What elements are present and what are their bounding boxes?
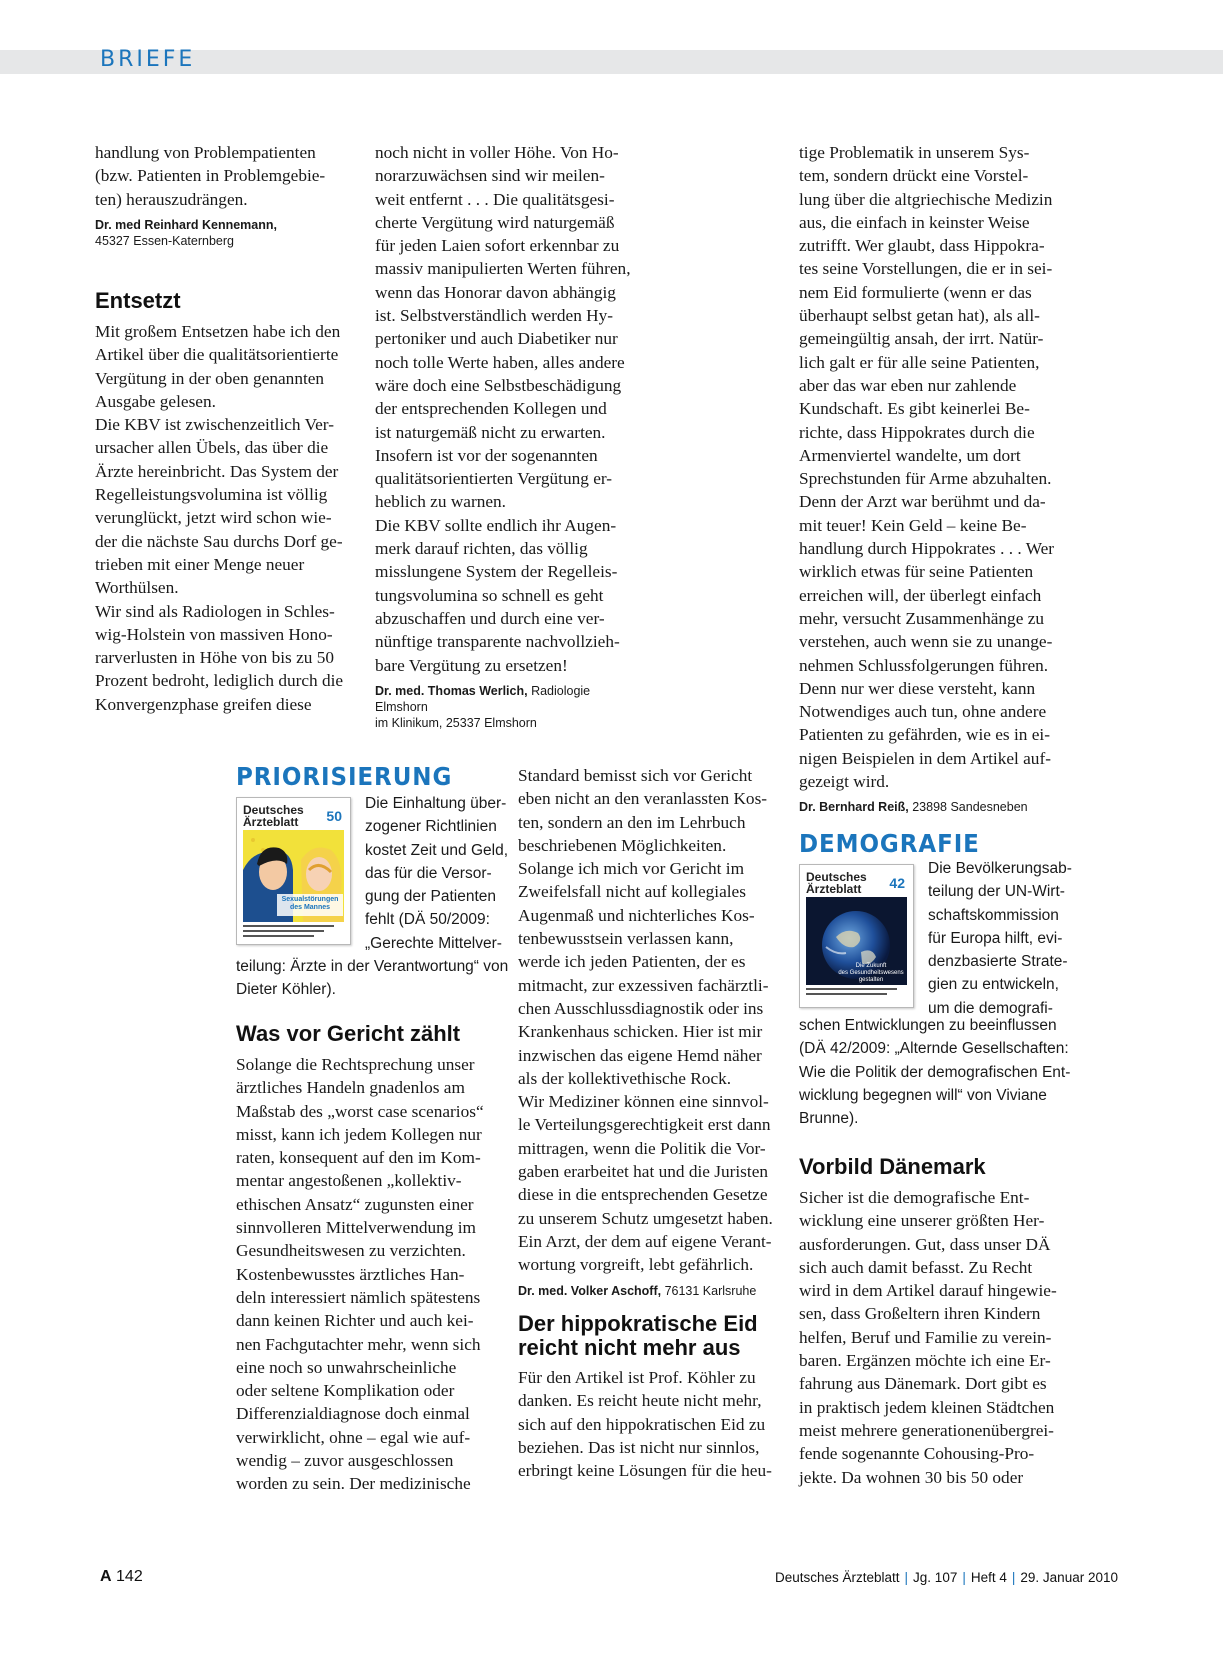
page-number-value: 142 [116,1568,143,1585]
text-line: eine noch so unwahrscheinliche [236,1357,457,1377]
text-line: deln interessiert nämlich spätestens [236,1287,481,1307]
cover-issue-number: 42 [889,875,905,891]
signature [375,683,645,731]
text-line: in praktisch jedem kleinen Städtchen [799,1397,1055,1417]
text-line: merk darauf richten, das völlig [375,539,588,559]
cover-footer-lines [243,925,344,939]
text-line: Artikel über die qualitätsorientierte [95,345,339,365]
text-line: misslungene System der Regelleis- [375,562,618,582]
letter-body-continued [518,764,793,1277]
text-line: Brunne). [799,1110,859,1128]
text-line: Kostenbewusstes ärztliches Han- [236,1264,465,1284]
text-line: le Verteilungsgerechtigkeit erst dann [518,1115,771,1135]
text-line: gung der Patienten [365,888,496,906]
text-line: nen Fachgutachter mehr, wenn sich [236,1334,481,1354]
cover-issue-number: 50 [326,808,342,824]
text-line: Patienten zu gefährden, wie es in ei- [799,725,1050,745]
text-line: eben nicht an den veranlassten Kos- [518,789,768,809]
text-line: diese in die entsprechenden Gesetze [518,1185,768,1205]
text-line: wicklung eine unserer größten Her- [799,1211,1045,1231]
letter-heading: Was vor Gericht zählt [236,1021,461,1046]
text-line: (DÄ 42/2009: „Alternde Gesellschaften: [799,1040,1069,1058]
text-line: nünftige transparente nachvollzieh- [375,632,620,652]
page-number [100,1568,143,1586]
text-line: nigen Beispielen in dem Artikel auf- [799,748,1051,768]
text-line: lung über die altgriechische Medizin [799,189,1053,209]
text-line: der entsprechenden Kollegen und [375,399,607,419]
text-line: wicklung begegnen will“ von Viviane [799,1086,1047,1104]
signature-name: Dr. med Reinhard Kennemann, [95,217,277,232]
text-line: Die KBV ist zwischenzeitlich Ver- [95,415,334,435]
magazine-cover-50 [236,797,351,945]
text-line: ärztliches Handeln gnadenlos am [236,1078,465,1098]
text-line: Denn nur wer diese versteht, kann [799,678,1036,698]
text-line: Worthülsen. [95,578,179,598]
magazine-cover-42 [799,864,914,1008]
text-line: raten, konsequent auf den im Kom- [236,1148,481,1168]
text-line: wäre doch eine Selbstbeschädigung [375,375,622,395]
text-line: Wir sind als Radiologen in Schles- [95,601,335,621]
text-line: cherte Vergütung wird naturgemäß [375,212,615,232]
text-line: meist mehrere generationenübergrei- [799,1420,1054,1440]
text-line: Die Bevölkerungsab- [928,860,1072,877]
cover-illustration [243,830,344,922]
text-line: tes seine Vorstellungen, die er in sei- [799,259,1053,279]
text-line: Regelleistungsvolumina ist völlig [95,485,328,505]
text-line: wenn das Honorar davon abhängig [375,282,616,302]
text-line: Prozent bedroht, lediglich durch die [95,671,344,691]
text-line: norarzuwächsen sind wir meilen- [375,166,605,186]
letter-ending-text [95,141,365,211]
journal-name: Deutsches Ärzteblatt [774,1570,900,1585]
text-line: oder seltene Komplikation oder [236,1381,455,1401]
text-line: tige Problematik in unserem Sys- [799,143,1030,162]
text-line: ethischen Ansatz“ zugunsten einer [236,1194,474,1214]
text-line: massiv manipulierten Werten führen, [375,259,631,279]
text-line: bare Vergütung zu ersetzen! [375,655,568,675]
text-line: zogener Richtlinien [365,818,497,836]
text-line: der die nächste Sau durchs Dorf ge- [95,531,343,551]
letter-body [799,1186,1074,1489]
text-line: schaftskommission [928,906,1059,924]
text-line: für jeden Laien sofort erkennbar zu [375,236,620,256]
priorisierung-intro-wrapped [365,792,509,955]
text-line: Der hippokratische Eid [518,1311,758,1336]
text-line: trieben mit einer Menge neuer [95,554,305,574]
signature-name: Dr. Bernhard Reiß, [799,800,909,815]
text-line: sich auf den hippokratischen Eid zu [518,1414,766,1434]
text-line: Insofern ist vor der sogenannten [375,445,598,465]
text-line: (bzw. Patienten in Problemgebie- [95,166,326,186]
text-line: Wir Mediziner können eine sinnvol- [518,1092,769,1112]
journal-volume: Jg. 107 [913,1570,958,1585]
journal-footer: Deutsches Ärzteblatt | Jg. 107 | Heft 4 | 29. Januar 2010 [774,1570,1118,1585]
text-line: für Europa hilft, evi- [928,929,1063,947]
cover-masthead: Deutsches Ärzteblatt [806,870,867,896]
text-line: erreichen will, der überlegt einfach [799,585,1042,605]
text-line: sich auch damit befasst. Zu Recht [799,1257,1033,1277]
text-line: fende sogenannte Cohousing-Pro- [799,1444,1035,1464]
text-line: rarverlusten in Höhe von bis zu 50 [95,648,335,668]
cover-illustration [806,897,907,985]
text-line: tenbewusstsein verlassen kann, [518,929,734,949]
text-line: Differenzialdiagnose doch einmal [236,1404,470,1424]
section-heading-priorisierung: PRIORISIERUNG [236,762,453,791]
text-line: helfen, Beruf und Familie zu verein- [799,1327,1052,1347]
text-line: ten) herauszudrängen. [95,189,248,209]
text-line: worden zu sein. Der medizinische [236,1474,471,1494]
text-line: ten, sondern an den im Lehrbuch [518,812,746,832]
text-line: nem Eid formulierte (wenn er das [799,282,1032,302]
text-line: zu unserem Schutz umgesetzt haben. [518,1208,773,1228]
text-line: lich galt er für alle seine Patienten, [799,352,1040,372]
text-line: gien zu entwickeln, [928,976,1059,994]
text-line: misst, kann ich jedem Kollegen nur [236,1124,482,1144]
letter-body [236,1053,506,1496]
text-line: tem, sondern drückt eine Vorstel- [799,166,1029,186]
letter-body [95,320,365,716]
text-line: Die Einhaltung über- [365,795,507,812]
text-line: das für die Versor- [365,864,492,882]
text-line: abzuschaffen und durch eine ver- [375,608,605,628]
text-line: mehr, versucht Zusammenhänge zu [799,608,1045,628]
text-line: Sicher ist die demografische Ent- [799,1188,1030,1207]
text-line: pertoniker und auch Diabetiker nur [375,329,618,349]
text-line: Ausgabe gelesen. [95,391,216,411]
cover-footer-lines [806,988,907,1002]
text-line: Standard bemisst sich vor Gericht [518,766,753,785]
signature-place: 45327 Essen-Katernberg [95,233,234,248]
text-line: qualitätsorientierten Vergütung er- [375,469,613,489]
text-line: wortung vorgreift, lebt gefährlich. [518,1255,754,1275]
text-line: gemeingültig ansah, der irrt. Natür- [799,329,1044,349]
text-line: Maßstab des „worst case scenarios“ [236,1101,484,1121]
text-line: mittragen, wenn die Politik die Vor- [518,1138,766,1158]
intro-text [799,1014,1074,1130]
text-line: tungsvolumina so schnell es geht [375,585,604,605]
journal-issue: Heft 4 [970,1570,1007,1585]
letter-body-continued [375,141,645,677]
text-line: um die demografi- [928,999,1053,1017]
text-line: als der kollektivethische Rock. [518,1068,732,1088]
text-line: gaben erarbeitet hat und die Juristen [518,1162,769,1182]
letter-entsetzt-continued [375,141,645,731]
text-line: Augenmaß und nichterliches Kos- [518,905,755,925]
letter-gericht-continued [518,764,793,1299]
text-line: mitmacht, zur exzessiven fachärztli- [518,975,769,995]
text-line: wird in dem Artikel darauf hingewie- [799,1281,1057,1301]
text-line: ursacher allen Übels, das über die [95,438,329,458]
text-line: Kundschaft. Es gibt keinerlei Be- [799,399,1030,419]
text-line: Gesundheitswesen zu verzichten. [236,1241,466,1261]
text-line: Solange ich mich vor Gericht im [518,859,745,879]
text-line: Notwendiges auch tun, ohne andere [799,702,1047,722]
signature [95,217,365,249]
text-line: baren. Ergänzen möchte ich eine Er- [799,1351,1051,1371]
text-line: Krankenhaus schicken. Hier ist mir [518,1022,763,1042]
text-line: zutrifft. Wer glaubt, dass Hippokra- [799,236,1045,256]
letter-body-continued [799,141,1074,793]
text-line: Mit großem Entsetzen habe ich den [95,322,341,341]
text-line: Zweifelsfall nicht auf kollegiales [518,882,746,902]
text-line: denzbasierte Strate- [928,953,1068,971]
intro-text [365,792,509,955]
col1-top [95,141,365,249]
text-line: Sprechstunden für Arme abzuhalten. [799,469,1052,489]
text-line: überhaupt selbst getan hat), als all- [799,306,1040,326]
signature-place: 23898 Sandesneben [908,800,1028,815]
text-line: noch tolle Werte haben, alles andere [375,352,625,372]
text-line: noch nicht in voller Höhe. Von Ho- [375,143,619,162]
letter-heading: Entsetzt [95,288,181,313]
text-line: verstehen, auch wenn sie zu unange- [799,632,1053,652]
signature-affiliation: Radiologie Elmshorn [375,683,591,714]
text-line: „Gerechte Mittelver- [365,934,502,952]
cover-headline: Sexualstörungen des Mannes [281,896,339,911]
text-line: ist naturgemäß nicht zu erwarten. [375,422,606,442]
demografie-intro-wrapped [928,857,1072,1020]
text-line: teilung der UN-Wirt- [928,883,1065,901]
signature-place: 76131 Karlsruhe [661,1283,757,1298]
intro-text [928,857,1072,1020]
text-line: aus, die einfach in keinster Weise [799,212,1030,232]
text-line: chen Ausschlussdiagnostik oder ins [518,998,764,1018]
text-line: mit teuer! Kein Geld – keine Be- [799,515,1027,535]
text-line: gezeigt wird. [799,772,890,792]
text-line: heblich zu warnen. [375,492,506,512]
signature-name: Dr. med. Thomas Werlich, [375,683,528,698]
text-line: jekte. Da wohnen 30 bis 50 oder [799,1467,1024,1487]
text-line: erbringt keine Lösungen für die heu- [518,1461,772,1481]
letter-hippokrates [518,1312,793,1482]
text-line: Ärzte hereinbricht. Das System der [95,461,339,481]
priorisierung-intro-full [236,955,509,1002]
text-line: kostet Zeit und Geld, [365,841,509,859]
text-line: wig-Holstein von massiven Hono- [95,624,333,644]
text-line: schen Entwicklungen zu beeinflussen [799,1017,1057,1034]
letter-entsetzt [95,289,365,716]
text-line: Für den Artikel ist Prof. Köhler zu [518,1368,756,1387]
signature [799,799,1074,815]
text-line: Vergütung in der oben genannten [95,368,325,388]
text-line: aber das war eben nur zahlende [799,375,1017,395]
cover-masthead: Deutsches Ärzteblatt [243,803,304,829]
letter-daenemark [799,1155,1074,1489]
text-line: verunglückt, jetzt wird schon wie- [95,508,332,528]
text-line: sen, dass Großeltern ihren Kindern [799,1304,1041,1324]
text-line: weit entfernt . . . Die qualitätsgesi- [375,189,615,209]
text-line: dann keinen Richter und auch kei- [236,1311,474,1331]
text-line: richte, dass Hippokrates durch die [799,422,1035,442]
text-line: Armenviertel wandelte, um dort [799,445,1021,465]
signature [518,1283,793,1299]
text-line: werde ich jeden Patienten, der es [518,952,746,972]
signature-name: Dr. med. Volker Aschoff, [518,1283,662,1298]
text-line: verwirklicht, ohne – egal wie auf- [236,1427,471,1447]
cover-headline: Die Zukunft des Gesundheitswesens gestalten [838,963,904,983]
text-line: Konvergenzphase greifen diese [95,694,312,714]
text-line: handlung von Problempatienten [95,143,316,162]
demografie-intro-full [799,1014,1074,1130]
text-line: wendig – zuvor ausgeschlossen [236,1451,454,1471]
letter-heading: Vorbild Dänemark [799,1154,986,1179]
text-line: fahrung aus Dänemark. Dort gibt es [799,1374,1047,1394]
text-line: ist. Selbstverständlich werden Hy- [375,306,614,326]
signature-place: im Klinikum, 25337 Elmshorn [375,715,537,730]
col3-top [799,141,1074,815]
journal-date: 29. Januar 2010 [1020,1570,1118,1585]
text-line: Denn der Arzt war berühmt und da- [799,492,1046,512]
text-line: Dieter Köhler). [236,981,336,999]
text-line: reicht nicht mehr aus [518,1335,741,1360]
letter-gericht [236,1022,506,1496]
intro-text [236,955,509,1002]
text-line: Ein Arzt, der dem auf eigene Verant- [518,1231,772,1251]
text-line: beziehen. Das ist nicht nur sinnlos, [518,1437,760,1457]
text-line: mentar angestoßenen „kollektiv- [236,1171,462,1191]
text-line: ausforderungen. Gut, dass unser DÄ [799,1234,1051,1254]
text-line: danken. Es reicht heute nicht mehr, [518,1391,762,1411]
page-prefix: A [100,1568,112,1585]
text-line: Wie die Politik der demografischen Ent- [799,1063,1071,1081]
text-line: sinnvolleren Mittelverwendung im [236,1218,476,1238]
text-line: inzwischen das eigene Hemd näher [518,1045,762,1065]
section-title: BRIEFE [100,47,196,72]
text-line: Solange die Rechtsprechung unser [236,1055,475,1074]
text-line: fehlt (DÄ 50/2009: [365,911,490,929]
letter-body [518,1366,793,1482]
text-line: wirklich etwas für seine Patienten [799,562,1034,582]
text-line: nehmen Schlussfolgerungen führen. [799,655,1049,675]
text-line: Die KBV sollte endlich ihr Augen- [375,515,617,535]
text-line: teilung: Ärzte in der Verantwortung“ von [236,958,509,975]
text-line: handlung durch Hippokrates . . . Wer [799,539,1055,559]
text-line: beschriebenen Möglichkeiten. [518,835,727,855]
section-heading-demografie: DEMOGRAFIE [799,829,980,858]
letter-heading [518,1312,793,1360]
